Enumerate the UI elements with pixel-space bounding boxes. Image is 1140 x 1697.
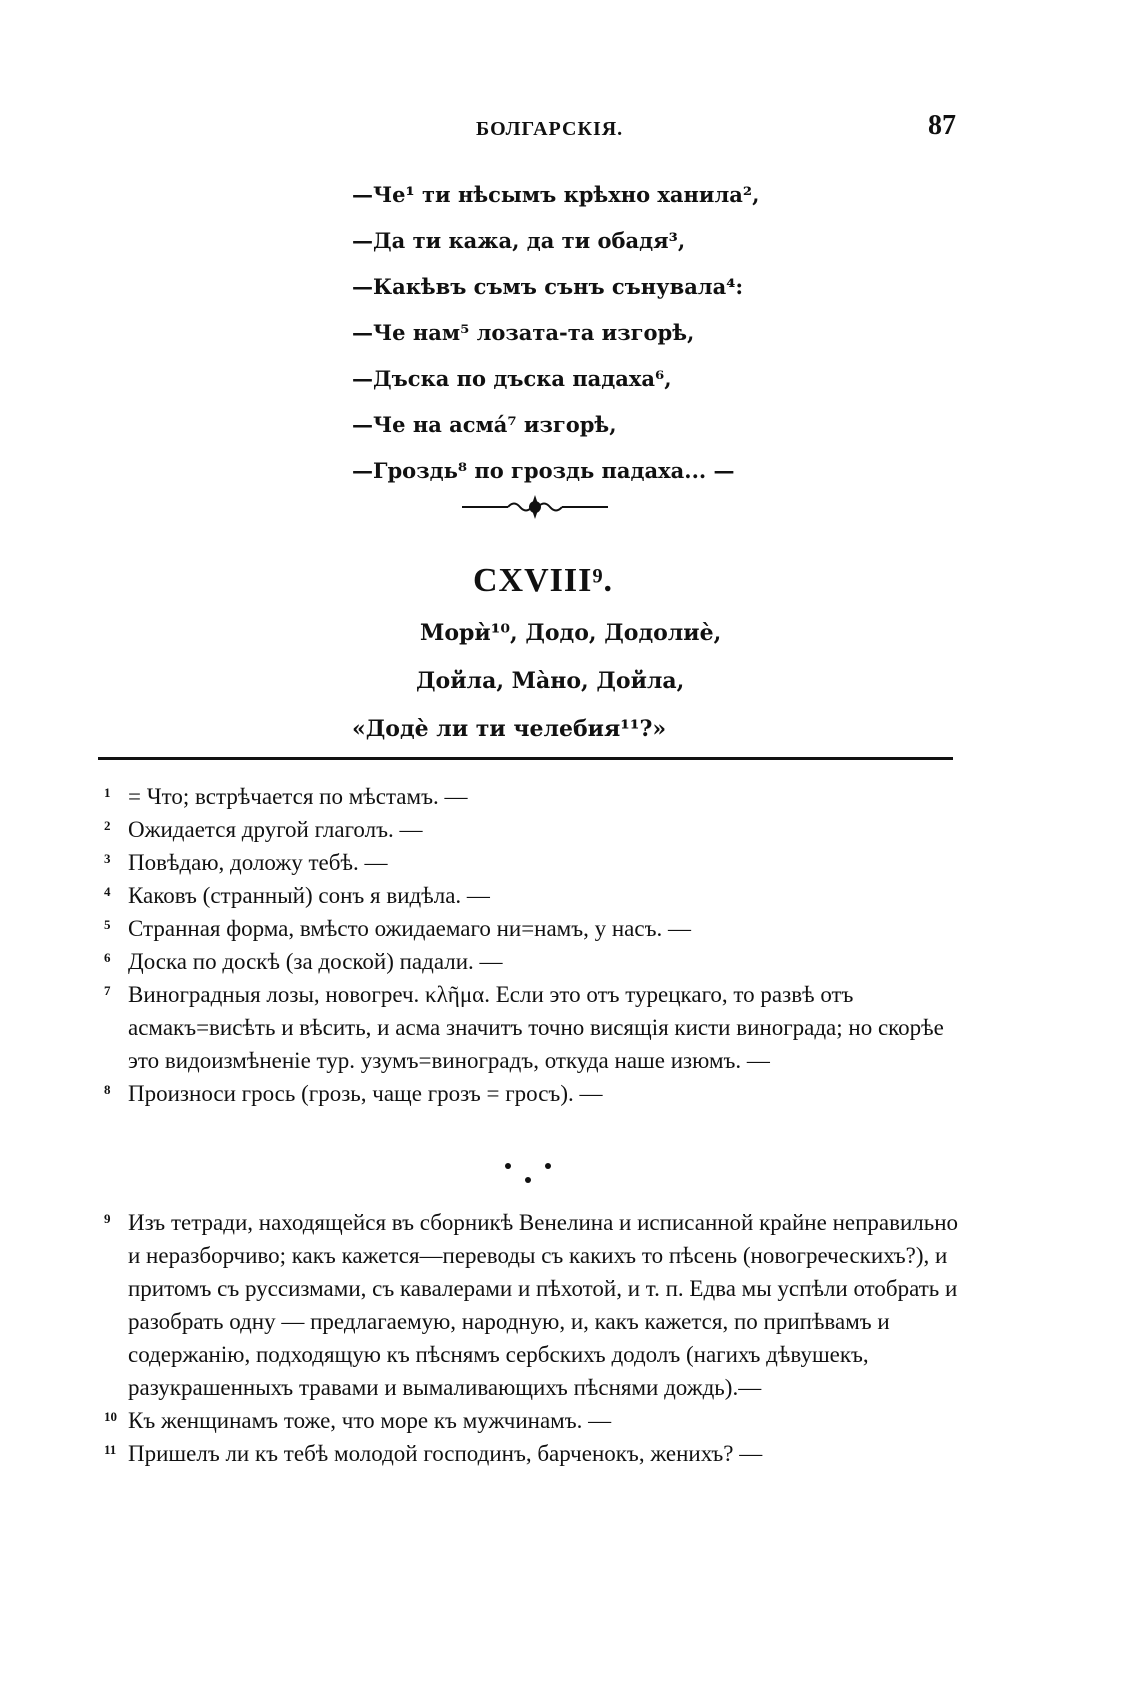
footnote-number: 1 xyxy=(104,785,111,800)
footnote xyxy=(104,813,964,846)
footnote-text: Пришелъ ли къ тебѣ молодой господинъ, барченокъ, женихъ? — xyxy=(128,1441,763,1466)
footnote xyxy=(104,1404,964,1437)
poem-line: —Гроздь⁸ по гроздь падаха... — xyxy=(352,458,735,483)
poem-line: —Дъска по дъска падаха⁶, xyxy=(352,366,672,391)
footnote xyxy=(104,945,964,978)
footnote xyxy=(104,978,964,1077)
refrain-line: Морѝ¹⁰, Додо, Додолиѐ, xyxy=(420,620,722,646)
asterism-icon xyxy=(498,1158,558,1188)
footnote xyxy=(104,879,964,912)
poem-line: —Че¹ ти нѣсымъ крѣхно ханила², xyxy=(352,182,760,207)
footnotes-list xyxy=(104,780,964,1110)
footnote-text: Произноси грось (грозь, чаще грозъ = гросъ). — xyxy=(128,1081,603,1106)
footnote-number: 9 xyxy=(104,1211,111,1226)
footnotes-list-continued xyxy=(104,1206,964,1470)
footnote-number: 3 xyxy=(104,851,111,866)
footnote-text: Странная форма, вмѣсто ожидаемаго ни=намъ, у насъ. — xyxy=(128,916,691,941)
footnote-text: Изъ тетради, находящейся въ сборникѣ Венелина и исписанной крайне неправильно и неразборчиво; какъ кажется—переводы съ какихъ то пѣсень (новогреческихъ?), и притомъ съ руссизмами, съ кавалерами и пѣхотой, и т. п. Едва мы успѣли отобрать и разобрать одну — предлагаемую, народную, и, какъ кажется, по припѣвамъ и содержанію, подходящую къ пѣснямъ сербскихъ додолъ (нагихъ дѣвушекъ, разукрашенныхъ травами и вымаливающихъ пѣснями дождь).— xyxy=(128,1210,959,1400)
footnote xyxy=(104,1437,964,1470)
footnote-number: 6 xyxy=(104,950,111,965)
poem-stanza xyxy=(352,172,759,494)
footnote-number: 5 xyxy=(104,917,111,932)
footnote xyxy=(104,846,964,879)
ornament-divider-icon xyxy=(460,492,610,522)
footnote-divider xyxy=(98,757,953,760)
page-number: 87 xyxy=(928,110,956,141)
footnote-number: 7 xyxy=(104,983,111,998)
section-number: CXVIII⁹. xyxy=(473,562,614,599)
poem-line: —Какѣвъ съмъ сънъ сънувала⁴: xyxy=(352,274,744,299)
footnote-text: = Что; встрѣчается по мѣстамъ. — xyxy=(128,784,468,809)
footnote-number: 10 xyxy=(104,1409,117,1424)
footnote-number: 2 xyxy=(104,818,111,833)
footnote-number: 4 xyxy=(104,884,111,899)
footnote-text: Къ женщинамъ тоже, что море къ мужчинамъ. — xyxy=(128,1408,612,1433)
poem-line: —Да ти кажа, да ти обадя³, xyxy=(352,228,686,253)
footnote-number: 8 xyxy=(104,1082,111,1097)
footnote-text: Доска по доскѣ (за доской) падали. — xyxy=(128,949,503,974)
footnote xyxy=(104,1206,964,1404)
footnote-text: Ожидается другой глаголъ. — xyxy=(128,817,423,842)
footnote-text: Каковъ (странный) сонъ я видѣла. — xyxy=(128,883,490,908)
footnote-text: Виноградныя лозы, новогреч. κλῆμα. Если это отъ турецкаго, то развѣ отъ асмакъ=висѣть и вѣсить, и асма значитъ точно висящія кисти винограда; но скорѣе это видоизмѣненіе тур. узумъ=виноградъ, откуда наше изюмъ. — xyxy=(128,982,944,1073)
footnote-text: Повѣдаю, доложу тебѣ. — xyxy=(128,850,388,875)
footnote xyxy=(104,912,964,945)
footnote xyxy=(104,780,964,813)
poem-line: —Че на асмá⁷ изгорѣ, xyxy=(352,412,617,437)
footnote xyxy=(104,1077,964,1110)
footnote-number: 11 xyxy=(104,1442,117,1457)
refrain-line: Дойла, Мàно, Дойла, xyxy=(416,668,685,694)
refrain-line: «Додѐ ли ти челебия¹¹?» xyxy=(352,716,667,742)
running-head: БОЛГАРСКІЯ. xyxy=(476,118,624,140)
poem-line: —Че нам⁵ лозата-та изгорѣ, xyxy=(352,320,695,345)
